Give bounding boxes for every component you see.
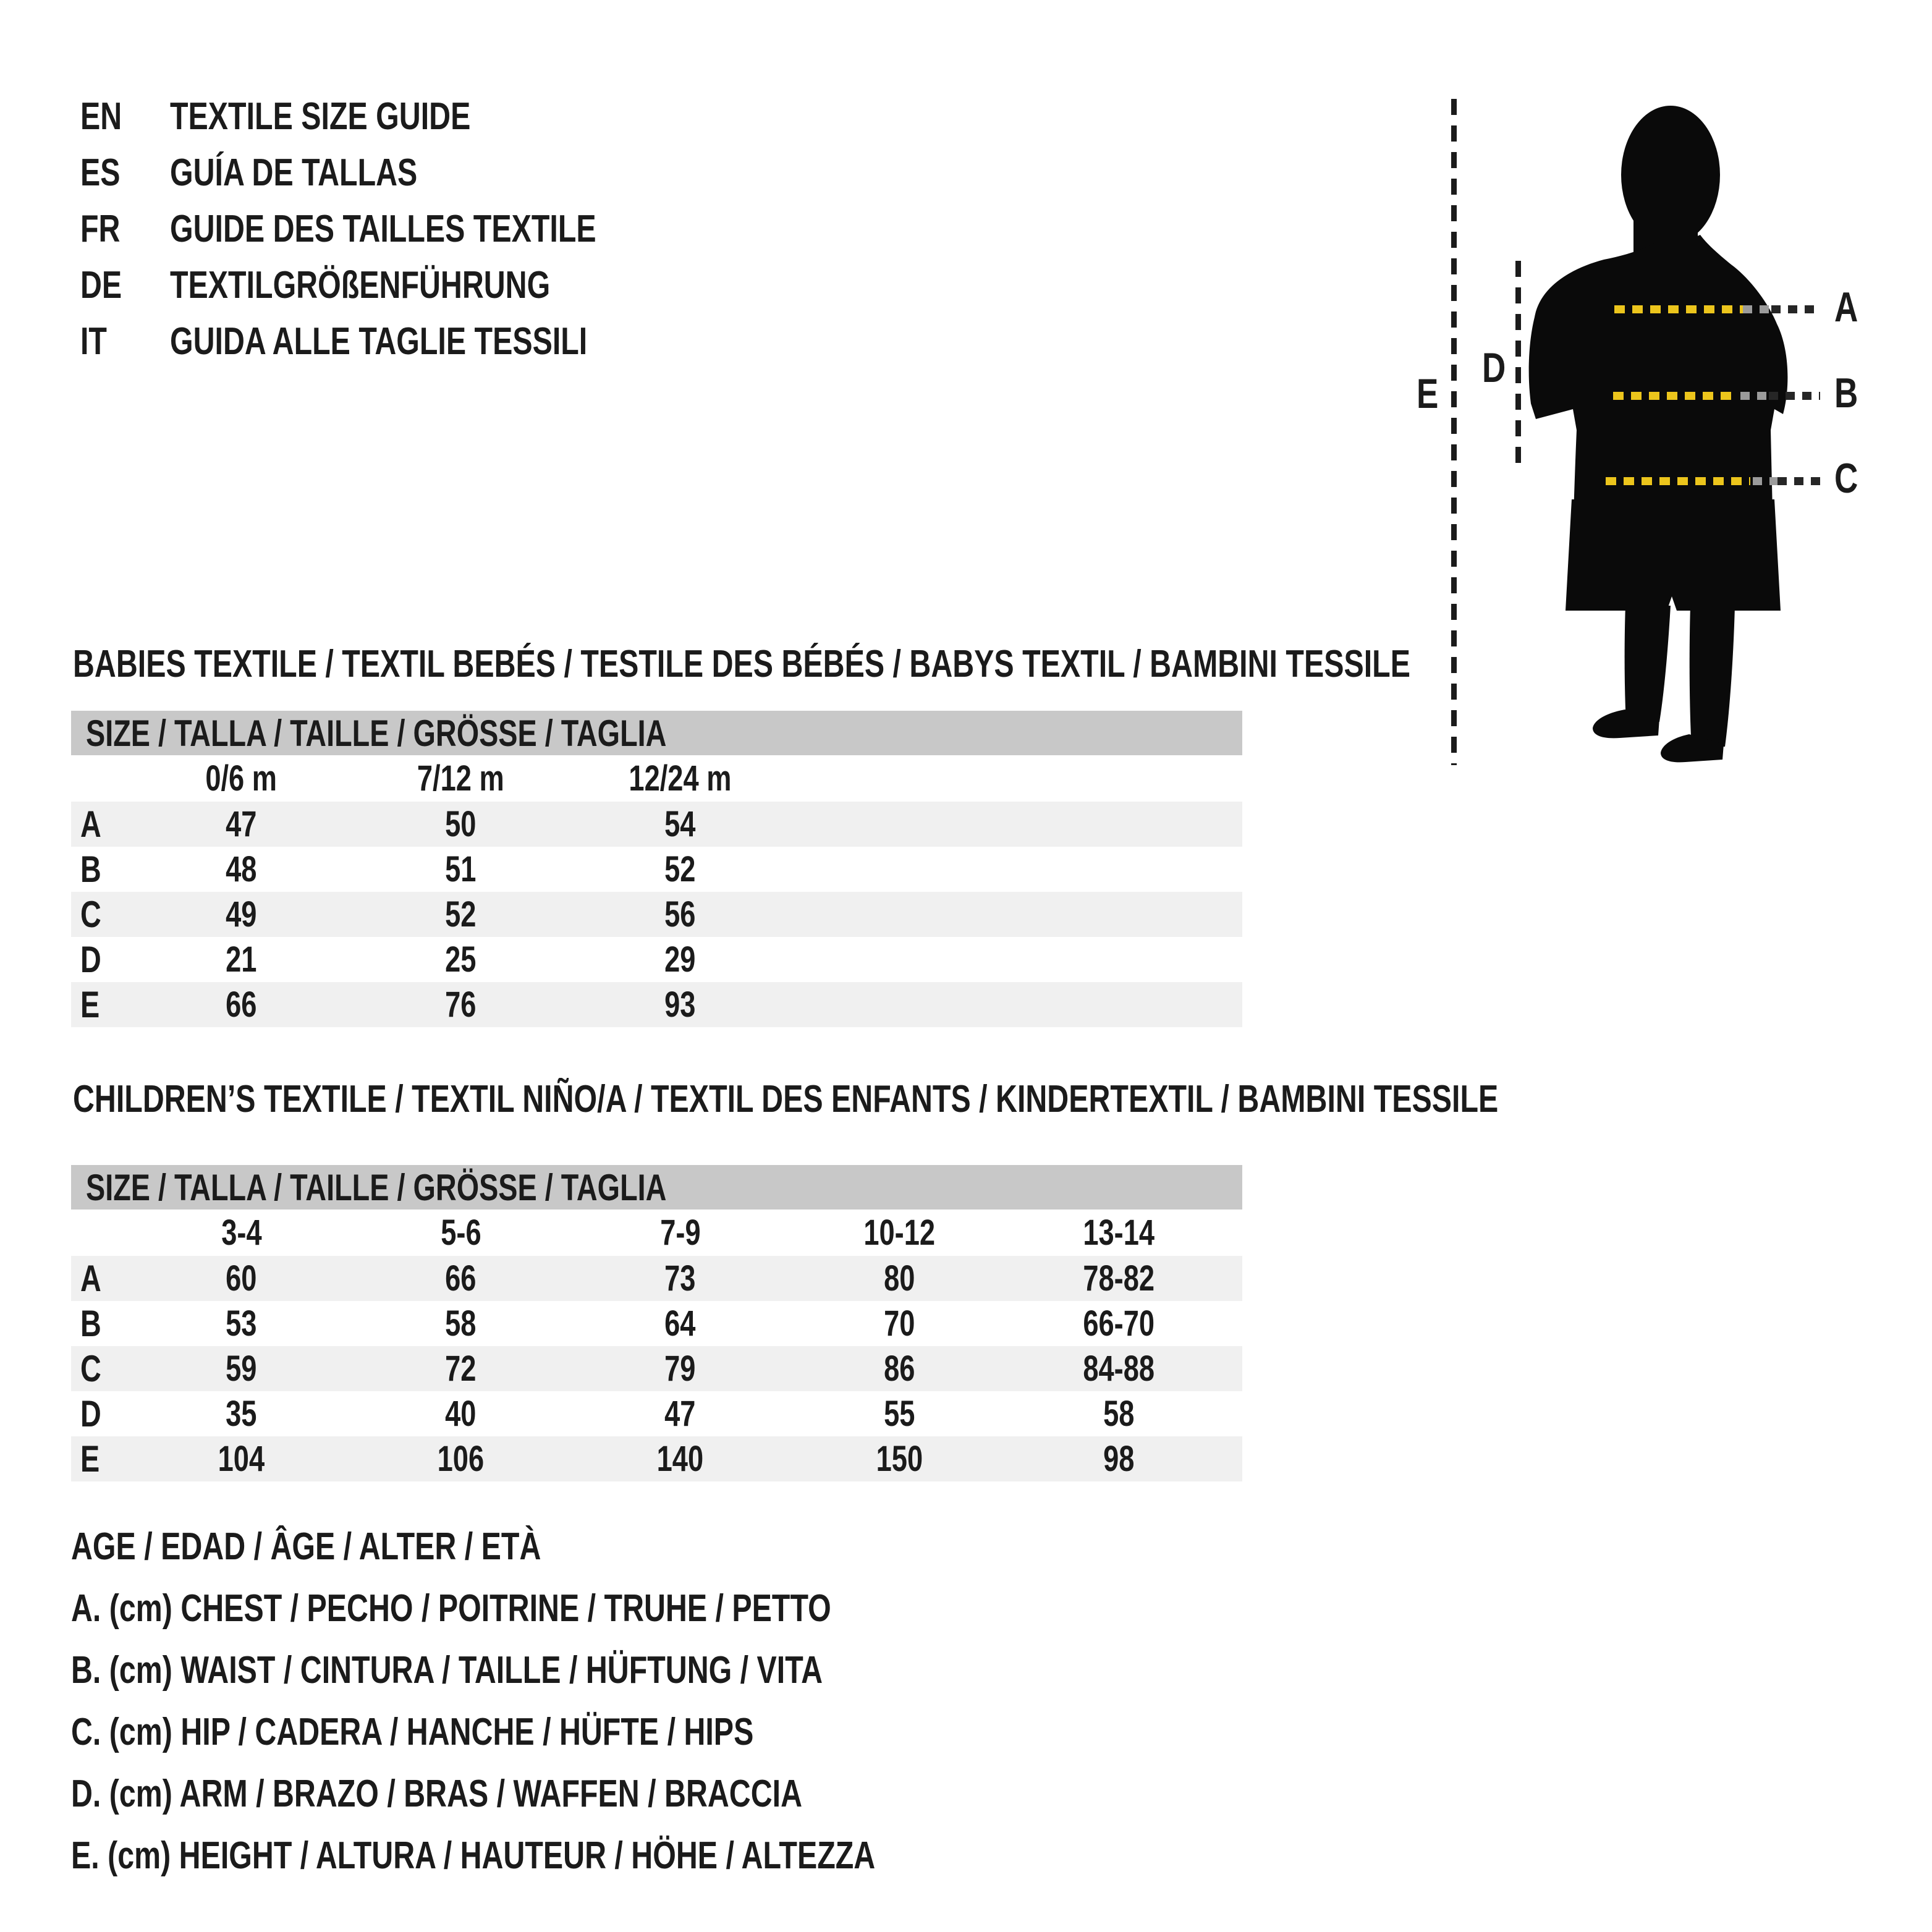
cell: 150 — [876, 1439, 923, 1479]
cell: 66-70 — [1083, 1303, 1155, 1344]
legend-height: E. (cm) HEIGHT / ALTURA / HAUTEUR / HÖHE / ALTEZZA — [71, 1834, 876, 1877]
language-title: GUÍA DE TALLAS — [170, 151, 418, 194]
cell: 48 — [226, 849, 257, 889]
cell: 60 — [226, 1258, 257, 1299]
language-code: EN — [80, 95, 122, 138]
cell: 72 — [445, 1349, 477, 1389]
cell: 49 — [226, 894, 257, 934]
legend-waist: B. (cm) WAIST / CINTURA / TAILLE / HÜFTUNG / VITA — [71, 1649, 823, 1692]
table-row — [71, 1301, 1242, 1346]
table-row — [71, 892, 1242, 937]
hip-line-yellow — [1606, 477, 1750, 485]
cell: 35 — [226, 1394, 257, 1434]
row-label: D — [80, 1393, 101, 1434]
size-header-bar: SIZE / TALLA / TAILLE / GRÖSSE / TAGLIA — [71, 711, 1242, 755]
language-title: GUIDA ALLE TAGLIE TESSILI — [170, 320, 588, 363]
legend-age: AGE / EDAD / ÂGE / ALTER / ETÀ — [71, 1525, 541, 1568]
row-label: D — [80, 939, 101, 980]
babies-table — [71, 711, 1242, 1027]
cell: 50 — [445, 804, 477, 844]
cell: 52 — [664, 849, 696, 889]
cell: 106 — [437, 1439, 485, 1479]
waist-line-fade — [1740, 392, 1769, 400]
row-label: A — [80, 1258, 101, 1299]
children-table — [71, 1165, 1242, 1481]
row-label: C — [80, 1348, 101, 1389]
column-header: 13-14 — [1083, 1213, 1155, 1253]
children-section-title: CHILDREN’S TEXTILE / TEXTIL NIÑO/A / TEXTIL DES ENFANTS / KINDERTEXTIL / BAMBINI TESSILE — [73, 1078, 1499, 1121]
cell: 98 — [1103, 1439, 1135, 1479]
cell: 66 — [226, 985, 257, 1025]
waist-line-dark — [1769, 392, 1820, 400]
column-header: 10-12 — [863, 1213, 936, 1253]
label-e-height: E — [1417, 370, 1439, 417]
language-code: DE — [80, 264, 122, 307]
language-code: FR — [80, 208, 121, 250]
chest-line-dark — [1771, 305, 1820, 313]
cell: 58 — [445, 1303, 477, 1344]
chest-line-fade — [1743, 305, 1771, 313]
babies-column-headers — [71, 755, 1242, 802]
cell: 29 — [664, 939, 696, 980]
column-header: 5-6 — [440, 1213, 481, 1253]
column-header: 3-4 — [221, 1213, 262, 1253]
language-code: IT — [80, 320, 107, 363]
cell: 86 — [884, 1349, 915, 1389]
legend-hip: C. (cm) HIP / CADERA / HANCHE / HÜFTE / HIPS — [71, 1711, 754, 1753]
label-c-hip: C — [1834, 455, 1858, 502]
language-title: TEXTILE SIZE GUIDE — [170, 95, 471, 138]
column-header: 7/12 m — [417, 758, 504, 799]
label-b-waist: B — [1834, 370, 1858, 417]
waist-line-yellow — [1613, 392, 1738, 400]
legend-chest: A. (cm) CHEST / PECHO / POITRINE / TRUHE / PETTO — [71, 1587, 831, 1630]
row-label: E — [80, 1438, 100, 1480]
label-a-chest: A — [1834, 284, 1858, 331]
column-header: 7-9 — [659, 1213, 701, 1253]
table-row — [71, 1346, 1242, 1391]
cell: 76 — [445, 985, 477, 1025]
arm-measure-line-d — [1515, 261, 1521, 473]
language-title: TEXTILGRÖßENFÜHRUNG — [170, 264, 551, 307]
cell: 64 — [664, 1303, 696, 1344]
cell: 55 — [884, 1394, 915, 1434]
label-d-arm: D — [1482, 344, 1506, 391]
cell: 84-88 — [1083, 1349, 1155, 1389]
cell: 25 — [445, 939, 477, 980]
row-label: A — [80, 803, 101, 845]
cell: 54 — [664, 804, 696, 844]
hip-line-fade — [1753, 477, 1777, 485]
cell: 140 — [656, 1439, 704, 1479]
cell: 56 — [664, 894, 696, 934]
row-label: B — [80, 849, 101, 890]
cell: 47 — [664, 1394, 696, 1434]
row-label: C — [80, 894, 101, 935]
cell: 40 — [445, 1394, 477, 1434]
language-code: ES — [80, 151, 121, 194]
language-title: GUIDE DES TAILLES TEXTILE — [170, 208, 596, 250]
cell: 51 — [445, 849, 477, 889]
cell: 104 — [218, 1439, 265, 1479]
table-row — [71, 1391, 1242, 1436]
table-row — [71, 1436, 1242, 1481]
cell: 79 — [664, 1349, 696, 1389]
cell: 21 — [226, 939, 257, 980]
cell: 47 — [226, 804, 257, 844]
table-row — [71, 937, 1242, 982]
size-header-bar: SIZE / TALLA / TAILLE / GRÖSSE / TAGLIA — [71, 1165, 1242, 1210]
cell: 93 — [664, 985, 696, 1025]
column-header: 0/6 m — [205, 758, 278, 799]
row-label: B — [80, 1303, 101, 1344]
table-row — [71, 982, 1242, 1027]
chest-line-yellow — [1614, 305, 1743, 313]
cell: 73 — [664, 1258, 696, 1299]
cell: 53 — [226, 1303, 257, 1344]
cell: 78-82 — [1083, 1258, 1155, 1299]
babies-section-title: BABIES TEXTILE / TEXTIL BEBÉS / TESTILE DES BÉBÉS / BABYS TEXTIL / BAMBINI TESSILE — [73, 643, 1410, 685]
table-row — [71, 1256, 1242, 1301]
children-column-headers — [71, 1210, 1242, 1256]
cell: 70 — [884, 1303, 915, 1344]
cell: 52 — [445, 894, 477, 934]
table-row — [71, 802, 1242, 847]
hip-line-dark — [1777, 477, 1820, 485]
cell: 59 — [226, 1349, 257, 1389]
legend-arm: D. (cm) ARM / BRAZO / BRAS / WAFFEN / BRACCIA — [71, 1773, 803, 1815]
cell: 66 — [445, 1258, 477, 1299]
column-header: 12/24 m — [629, 758, 732, 799]
row-label: E — [80, 984, 100, 1025]
table-row — [71, 847, 1242, 892]
cell: 58 — [1103, 1394, 1135, 1434]
cell: 80 — [884, 1258, 915, 1299]
